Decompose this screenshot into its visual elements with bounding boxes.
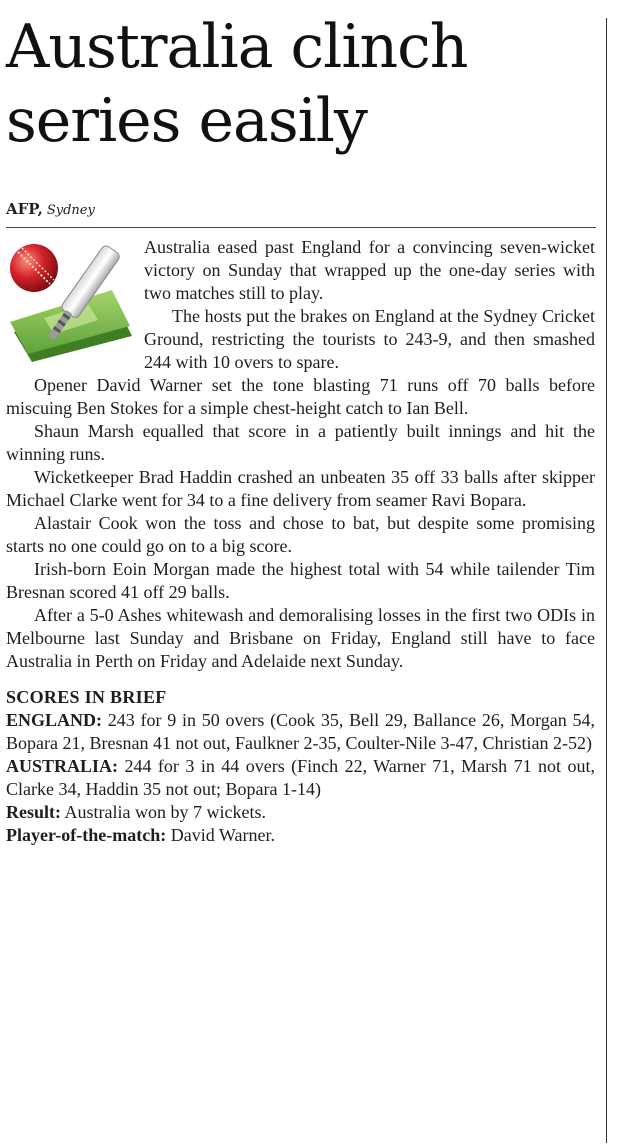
headline: Australia clinch series easily: [6, 12, 468, 156]
byline-rule: [6, 227, 596, 228]
paragraph: Australia eased past England for a convincing seven-wicket victory on Sunday that wrapped up the one-day series with two matches still to play.: [144, 237, 595, 303]
potm-text: David Warner.: [166, 825, 275, 845]
result-label: Result:: [6, 802, 61, 822]
paragraph: Alastair Cook won the toss and chose to bat, but despite some promising starts no one could go on to a big score.: [6, 513, 595, 556]
byline-agency: AFP,: [6, 200, 43, 218]
score-england-label: ENGLAND:: [6, 710, 103, 730]
cricket-ball-bat-pitch-icon: [4, 236, 136, 362]
scores-title: SCORES IN BRIEF: [6, 687, 167, 707]
paragraph: Opener David Warner set the tone blasting 71 runs off 70 balls before miscuing Ben Stokes for a simple chest-height catch to Ian Bell.: [6, 375, 595, 418]
scores-in-brief: [6, 686, 595, 847]
byline: [6, 200, 95, 218]
score-australia: [6, 755, 595, 801]
player-of-the-match: [6, 824, 595, 847]
score-england: [6, 709, 595, 755]
column-rule: [606, 18, 607, 1143]
byline-place: Sydney: [46, 203, 95, 218]
score-australia-text: 244 for 3 in 44 overs (Finch 22, Warner 71, Marsh 71 not out, Clarke 34, Haddin 35 not out; Bopara 1-14): [6, 756, 595, 799]
score-england-text: 243 for 9 in 50 overs (Cook 35, Bell 29, Ballance 26, Morgan 54, Bopara 21, Bresnan 41 not out, Faulkner 2-35, Coulter-Nile 3-47, Christian 2-52): [6, 710, 595, 753]
paragraph: Shaun Marsh equalled that score in a patiently built innings and hit the winning runs.: [6, 421, 595, 464]
result-text: Australia won by 7 wickets.: [61, 802, 266, 822]
match-result: [6, 801, 595, 824]
article-body: [6, 236, 595, 847]
paragraph: Irish-born Eoin Morgan made the highest total with 54 while tailender Tim Bresnan scored 41 off 29 balls.: [6, 559, 595, 602]
paragraph: Wicketkeeper Brad Haddin crashed an unbeaten 35 off 33 balls after skipper Michael Clarke went for 34 to a fine delivery from seamer Ravi Bopara.: [6, 467, 595, 510]
paragraph: The hosts put the brakes on England at the Sydney Cricket Ground, restricting the tourists to 243-9, and then smashed 244 with 10 overs to spare.: [144, 306, 595, 372]
paragraph: After a 5-0 Ashes whitewash and demoralising losses in the first two ODIs in Melbourne last Sunday and Brisbane on Friday, England still have to face Australia in Perth on Friday and Adelaide next Sunday.: [6, 605, 595, 671]
score-australia-label: AUSTRALIA:: [6, 756, 119, 776]
potm-label: Player-of-the-match:: [6, 825, 167, 845]
